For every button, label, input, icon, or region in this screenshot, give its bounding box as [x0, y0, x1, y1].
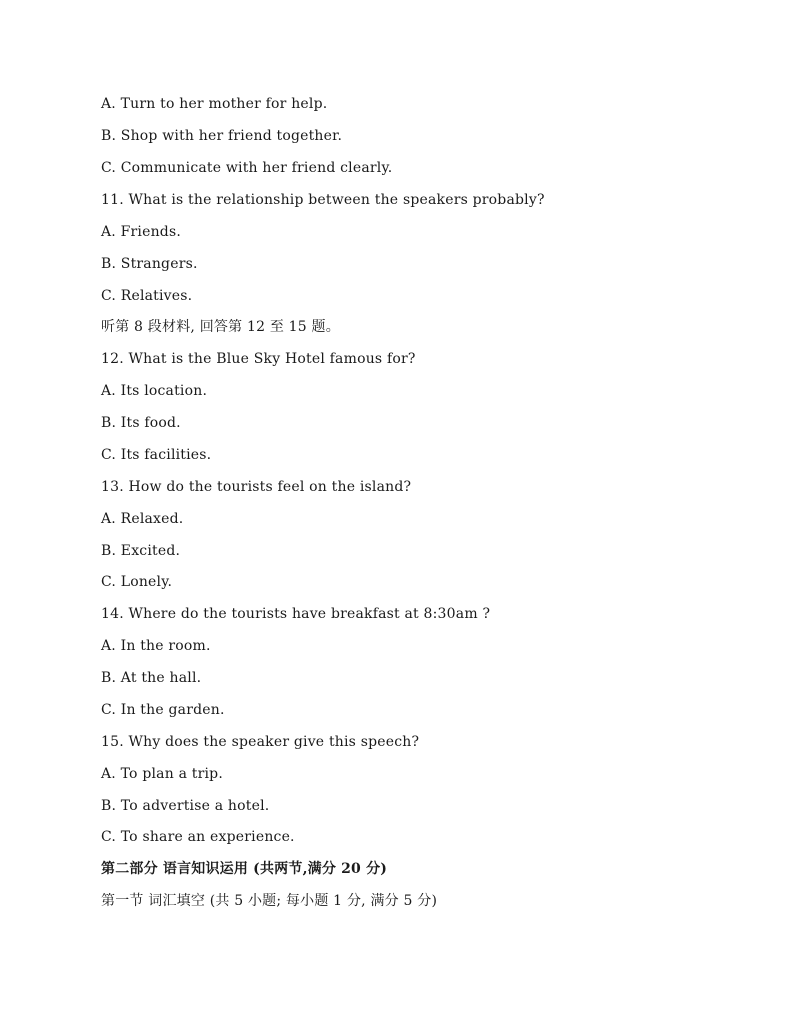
- option-14a: A. In the room.: [101, 638, 211, 654]
- option-13b: B. Excited.: [101, 543, 181, 559]
- option-15a: A. To plan a trip.: [101, 766, 223, 782]
- option-10a: A. Turn to her mother for help.: [101, 96, 328, 112]
- section-instruction-passage-8: 听第 8 段材料, 回答第 12 至 15 题。: [101, 319, 340, 335]
- option-14b: B. At the hall.: [101, 670, 202, 686]
- option-11b: B. Strangers.: [101, 256, 198, 272]
- question-12: 12. What is the Blue Sky Hotel famous for?: [101, 351, 416, 367]
- question-13: 13. How do the tourists feel on the island?: [101, 479, 412, 495]
- question-15: 15. Why does the speaker give this speech?: [101, 734, 420, 750]
- question-11: 11. What is the relationship between the speakers probably?: [101, 192, 545, 208]
- question-14: 14. Where do the tourists have breakfast at 8:30am ?: [101, 606, 491, 622]
- option-15c: C. To share an experience.: [101, 829, 295, 845]
- option-12c: C. Its facilities.: [101, 447, 212, 463]
- section-one-heading: 第一节 词汇填空 (共 5 小题; 每小题 1 分, 满分 5 分): [101, 893, 438, 909]
- part-two-heading: 第二部分 语言知识运用 (共两节,满分 20 分): [101, 861, 388, 877]
- option-14c: C. In the garden.: [101, 702, 225, 718]
- option-11c: C. Relatives.: [101, 288, 193, 304]
- option-10b: B. Shop with her friend together.: [101, 128, 343, 144]
- option-13c: C. Lonely.: [101, 574, 173, 590]
- option-13a: A. Relaxed.: [101, 511, 184, 527]
- option-15b: B. To advertise a hotel.: [101, 798, 270, 814]
- option-12b: B. Its food.: [101, 415, 181, 431]
- option-10c: C. Communicate with her friend clearly.: [101, 160, 393, 176]
- option-11a: A. Friends.: [101, 224, 181, 240]
- option-12a: A. Its location.: [101, 383, 208, 399]
